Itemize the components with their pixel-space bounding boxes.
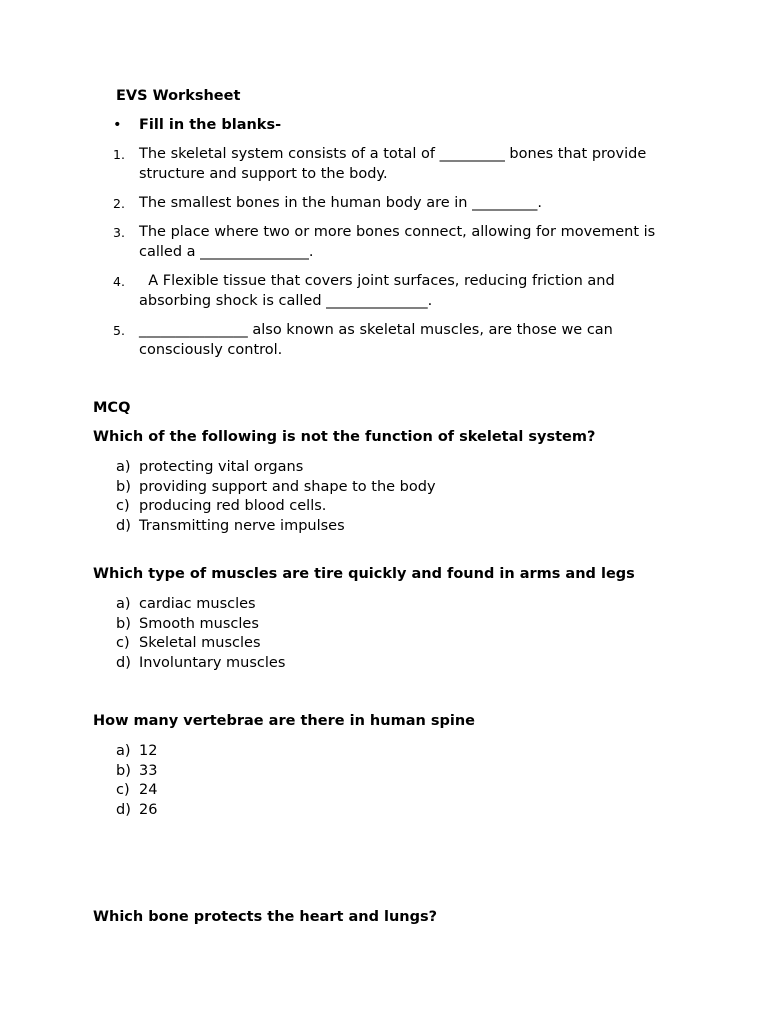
option-text: 33 — [139, 762, 158, 779]
mcq-options — [116, 594, 676, 673]
mcq-question: Which bone protects the heart and lungs? — [93, 909, 438, 925]
fill-item-text: _______________ also known as skeletal muscles, are those we can consciously control. — [139, 322, 613, 358]
mcq-question: How many vertebrae are there in human spine — [93, 713, 475, 729]
mcq-question: Which type of muscles are tire quickly and found in arms and legs — [93, 566, 635, 582]
fill-item-number: 1. — [113, 147, 125, 162]
mcq-question: Which of the following is not the function of skeletal system? — [93, 429, 596, 445]
option-text: 12 — [139, 743, 158, 759]
fill-item-text: The skeletal system consists of a total of _________ bones that provide structure and support to the body. — [139, 146, 647, 182]
option-text: Involuntary muscles — [139, 655, 286, 672]
mcq-option — [116, 477, 676, 497]
mcq-option — [116, 516, 676, 536]
mcq-option — [116, 800, 676, 820]
option-text: protecting vital organs — [139, 459, 304, 475]
option-letter: d) — [116, 518, 131, 535]
fill-item-number: 3. — [113, 225, 125, 240]
option-text: Smooth muscles — [139, 615, 259, 632]
option-text: providing support and shape to the body — [139, 478, 436, 495]
mcq-option — [116, 780, 676, 800]
option-text: cardiac muscles — [139, 596, 256, 612]
option-letter: b) — [116, 762, 131, 779]
mcq-option — [116, 496, 676, 516]
bullet-icon: • — [113, 117, 122, 133]
mcq-heading: MCQ — [93, 400, 131, 416]
mcq-option — [116, 614, 676, 634]
option-text: producing red blood cells. — [139, 498, 327, 515]
option-letter: a) — [116, 459, 131, 475]
mcq-options — [116, 741, 676, 820]
option-letter: d) — [116, 802, 131, 819]
mcq-option — [116, 761, 676, 781]
option-letter: a) — [116, 596, 131, 612]
option-text: Transmitting nerve impulses — [139, 518, 345, 535]
fill-item-text: A Flexible tissue that covers joint surfaces, reducing friction and absorbing shock is called ______________. — [139, 273, 620, 309]
option-letter: d) — [116, 655, 131, 672]
fill-blanks-heading: Fill in the blanks- — [139, 117, 282, 133]
option-letter: b) — [116, 615, 131, 632]
mcq-option — [116, 741, 676, 761]
option-text: 24 — [139, 782, 158, 799]
option-letter: a) — [116, 743, 131, 759]
option-letter: b) — [116, 478, 131, 495]
option-letter: c) — [116, 498, 130, 515]
option-letter: c) — [116, 782, 130, 799]
fill-item-text: The smallest bones in the human body are in _________. — [139, 195, 542, 211]
fill-item-number: 5. — [113, 323, 125, 338]
mcq-option — [116, 594, 676, 614]
option-text: Skeletal muscles — [139, 635, 261, 652]
fill-item-text: The place where two or more bones connect, allowing for movement is called a _______________. — [139, 224, 656, 260]
fill-item-number: 4. — [113, 274, 125, 289]
option-text: 26 — [139, 802, 158, 819]
mcq-option — [116, 457, 676, 477]
option-letter: c) — [116, 635, 130, 652]
mcq-option — [116, 633, 676, 653]
mcq-option — [116, 653, 676, 673]
mcq-options — [116, 457, 676, 536]
worksheet-title: EVS Worksheet — [116, 88, 241, 104]
fill-item-number: 2. — [113, 196, 125, 211]
